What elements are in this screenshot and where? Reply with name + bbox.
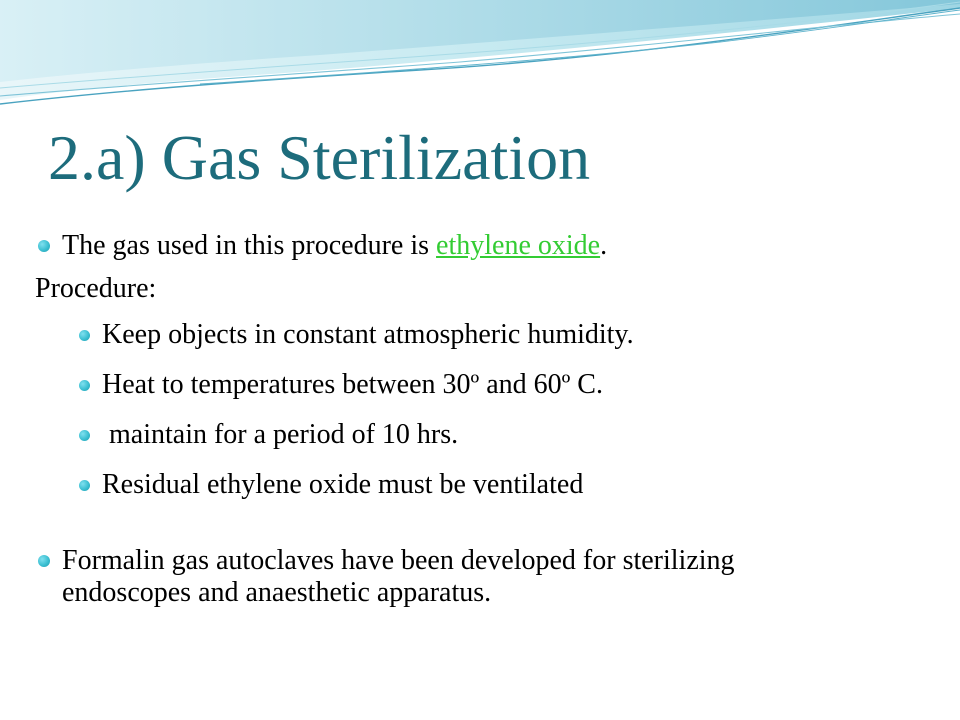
intro-text: The gas used in this procedure is <box>62 230 437 261</box>
procedure-step <box>32 369 932 401</box>
bullet-icon <box>38 555 50 567</box>
procedure-step-text: Heat to temperatures between 30º and 60º C. <box>102 369 603 400</box>
procedure-heading: Procedure: <box>35 273 157 304</box>
procedure-step-text: Residual ethylene oxide must be ventilated <box>102 469 584 500</box>
bullet-icon <box>79 380 90 391</box>
bullet-icon <box>79 480 90 491</box>
procedure-step-text: maintain for a period of 10 hrs. <box>102 419 459 450</box>
bullet-icon <box>79 430 90 441</box>
header-wave-decoration <box>0 0 960 110</box>
slide-body <box>32 230 932 609</box>
ethylene-oxide-link[interactable]: ethylene oxide <box>436 230 601 261</box>
closing-bullet <box>32 545 932 609</box>
slide-title: 2.a) Gas Sterilization <box>48 122 591 193</box>
procedure-step-text: Keep objects in constant atmospheric humidity. <box>102 319 634 350</box>
procedure-step <box>32 319 932 351</box>
bullet-icon <box>79 330 90 341</box>
closing-text: Formalin gas autoclaves have been developed for sterilizing endoscopes and anaesthetic apparatus. <box>62 545 735 608</box>
bullet-icon <box>38 240 50 252</box>
intro-suffix: . <box>600 230 608 261</box>
procedure-step <box>32 469 932 501</box>
procedure-step <box>32 419 932 451</box>
spacer <box>32 501 932 545</box>
intro-bullet <box>32 230 932 262</box>
